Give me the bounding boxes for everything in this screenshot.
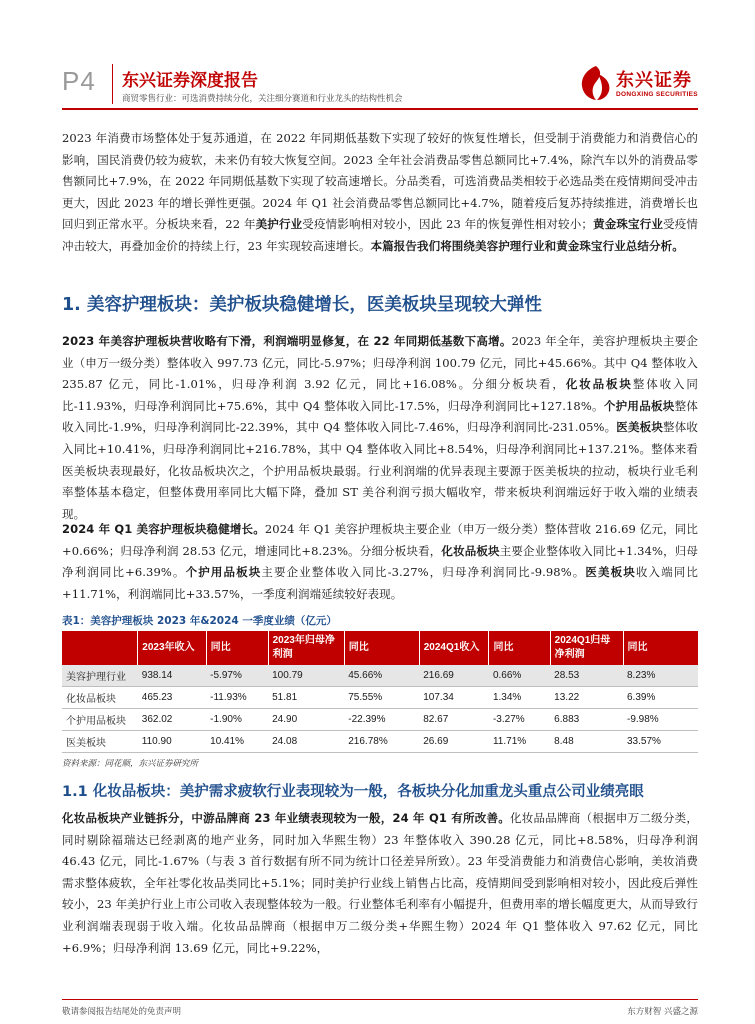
table-cell: 11.71% [489, 731, 550, 753]
table-row [62, 665, 698, 687]
table-cell: 100.79 [268, 665, 344, 687]
section-1-paragraph-2 [62, 519, 698, 605]
table-cell: -11.93% [206, 687, 268, 709]
table-cell: 45.66% [344, 665, 419, 687]
table-cell: 107.34 [419, 687, 489, 709]
intro-bold-summary: 本篇报告我们将围绕美容护理行业和黄金珠宝行业总结分析。 [370, 238, 684, 253]
table-cell: 24.90 [268, 709, 344, 731]
p1-text-a: 2023 年全年，美容护理板块主要企业（申万一级分类）整体收入 997.73 亿元，同比-5.97%；归母净利润 100.79 亿元，同比+45.66%。其中 Q4 整体收入 235.87 亿元，同比-1.01%，归母净利润 3.92 亿元，同比+16.08%。分细分板块看， [62, 334, 698, 392]
table-header-cell: 2024Q1归母净利润 [550, 631, 623, 665]
p1-text-c: 整体收入同比-1.9%，归母净利润同比-22.39%，其中 Q4 整体收入同比-7.46%，归母净利润同比-231.05%。 [62, 398, 699, 435]
footer-disclaimer: 敬请参阅报告结尾处的免责声明 [62, 1007, 182, 1017]
row-label: 个护用品板块 [62, 709, 138, 731]
p1-text-b: 整体收入同比-11.93%，归母净利润同比+75.6%，其中 Q4 整体收入同比-17.5%，归母净利润同比+127.18%。 [62, 377, 698, 413]
table-cell: 6.39% [623, 687, 698, 709]
report-title: 东兴证券深度报告 [122, 71, 258, 91]
p2-bold-lead: 2024 年 Q1 美容护理板块稳健增长。 [62, 522, 265, 536]
table-cell: 8.48 [550, 731, 623, 753]
p1-bold-cosmetics: 化妆品板块 [565, 377, 633, 392]
table-cell: 8.23% [623, 665, 698, 687]
table-cell: -5.97% [206, 665, 268, 687]
performance-table [62, 631, 698, 753]
table-header-cell: 同比 [623, 631, 698, 665]
intro-paragraph [62, 128, 698, 258]
p2-text-a: 2024 年 Q1 美容护理板块主要企业（申万一级分类）整体营收 216.69 亿元，同比+0.66%；归母净利润 28.53 亿元，增速同比+8.23%。分细分板块看， [62, 522, 698, 558]
intro-bold-jewelry: 黄金珠宝行业 [593, 217, 664, 232]
table-header-cell: 同比 [206, 631, 268, 665]
table-row [62, 687, 698, 709]
logo-en-text: DONGXING SECURITIES [616, 91, 698, 98]
p2-bold-cosmetics: 化妆品板块 [441, 543, 500, 558]
table-cell: 465.23 [138, 687, 206, 709]
table-cell: 24.08 [268, 731, 344, 753]
logo-cn-text: 东兴证券 [616, 70, 692, 91]
table-cell: 1.34% [489, 687, 550, 709]
header-divider [112, 64, 113, 104]
table-header-row [62, 631, 698, 665]
s11-bold-lead: 化妆品板块产业链拆分，中游品牌商 23 年业绩表现较为一般，24 年 Q1 有所改善。 [62, 811, 510, 825]
section-1-1-heading: 1.1 化妆品板块：美护需求疲软行业表现较为一般，各板块分化加重龙头重点公司业绩亮眼 [62, 784, 644, 800]
table-cell: 75.55% [344, 687, 419, 709]
row-label: 美容护理行业 [62, 665, 138, 687]
footer-rule [62, 999, 698, 1000]
p2-bold-personal-care: 个护用品板块 [185, 565, 262, 580]
table-caption: 表1：美容护理板块 2023 年&2024 一季度业绩（亿元） [62, 615, 337, 627]
table-cell: 28.53 [550, 665, 623, 687]
intro-text: 2023 年消费市场整体处于复苏通道，在 2022 年同期低基数下实现了较好的恢复性增长，但受制于消费能力和消费信心的影响，国民消费仍较为疲软，未来仍有较大恢复空间。2023 全年社会消费品零售总额同比+7.4%，除汽车以外的消费品零售额同比+7.9%，在 2022 年同期低基数下实现了较高速增长。分品类看，可选消费品类相较于必选品类在疫情期间受冲击更大，因此 2023 年的增长弹性更强。2024 年 Q1 社会消费品零售总额同比+4.7%，随着疫后复苏持续推进，消费增长也回归到正常水平。分板块来看，22 年 [62, 131, 698, 232]
table-cell: 82.67 [419, 709, 489, 731]
p2-bold-medical-aesthetics: 医美板块 [585, 565, 636, 580]
page-number: P4 [62, 66, 96, 96]
table-cell: -9.98% [623, 709, 698, 731]
p1-bold-medical-aesthetics: 医美板块 [616, 420, 664, 435]
table-cell: -1.90% [206, 709, 268, 731]
table-cell: 33.57% [623, 731, 698, 753]
company-logo [578, 64, 698, 104]
table-cell: 13.22 [550, 687, 623, 709]
table-cell: 362.02 [138, 709, 206, 731]
table-cell: -3.27% [489, 709, 550, 731]
footer-slogan: 东方财智 兴盛之源 [627, 1007, 698, 1017]
table-cell: 938.14 [138, 665, 206, 687]
table-cell: 110.90 [138, 731, 206, 753]
table-header-cell [62, 631, 138, 665]
s11-text: 化妆品品牌商（根据申万二级分类，同时剔除福瑞达已经剥离的地产业务，同时加入华熙生物）23 年整体收入 390.28 亿元，同比+8.58%，归母净利润 46.43 亿元，同比-1.67%（与表 3 首行数据有所不同为统计口径差异所致）。23 年受消费能力和消费信心影响，美妆消费需求整体疲软，全年社零化妆品类同比+5.1%；同时美护行业线上销售占比高，疫情期间受到影响相对较小，因此疫后弹性较小，23 年美护行业上市公司收入表现整体较为一般。行业整体毛利率有小幅提升，但费用率的增长幅度更大，从而导致行业利润端表现弱于收入端。化妆品品牌商（根据申万二级分类+华熙生物）2024 年 Q1 整体收入 97.62 亿元，同比+6.9%；归母净利润 13.69 亿元，同比+9.22%， [62, 811, 698, 955]
section-1-paragraph-1 [62, 331, 698, 525]
table-header-cell: 2024Q1收入 [419, 631, 489, 665]
p2-text-c: 主要企业整体收入同比-3.27%，归母净利润同比-9.98%。 [261, 565, 586, 580]
table-cell: 51.81 [268, 687, 344, 709]
table-cell: 6.883 [550, 709, 623, 731]
table-header-cell: 同比 [489, 631, 550, 665]
p1-text-d: 整体收入同比+10.41%，归母净利润同比+216.78%，其中 Q4 整体收入同比+8.54%，归母净利润同比+137.21%。整体来看医美板块表现最好，化妆品板块次之，个护用品板块最弱。行业利润端的优异表现主要源于医美板块的拉动，板块行业毛利率整体基本稳定，但整体费用率同比大幅下降，叠加 ST 美谷利润亏损大幅收窄，带来板块利润端远好于收入端的业绩表现。 [62, 420, 698, 521]
intro-text-2: 受疫情影响相对较小，因此 23 年的恢复弹性相对较小； [302, 217, 593, 232]
row-label: 医美板块 [62, 731, 138, 753]
report-subtitle: 商贸零售行业：可选消费持续分化，关注细分赛道和行业龙头的结构性机会 [122, 94, 403, 104]
table-cell: 26.69 [419, 731, 489, 753]
p1-bold-lead: 2023 年美容护理板块营收略有下滑，利润端明显修复，在 22 年同期低基数下高增。 [62, 334, 512, 348]
table-source: 资料来源：同花顺，东兴证券研究所 [62, 759, 199, 769]
header-rule [62, 108, 698, 110]
p1-bold-personal-care: 个护用品板块 [603, 398, 675, 413]
table-cell: 0.66% [489, 665, 550, 687]
p2-text-b: 主要企业整体收入同比+1.34%，归母净利润同比+6.39%。 [62, 543, 698, 580]
section-1-1-paragraph [62, 808, 698, 959]
table-row [62, 709, 698, 731]
intro-bold-beauty: 美护行业 [255, 217, 303, 232]
intro-text-3: 受疫情冲击较大，再叠加金价的持续上行，23 年实现较高速增长。 [62, 217, 698, 253]
table-cell: 216.69 [419, 665, 489, 687]
table-cell: -22.39% [344, 709, 419, 731]
table-cell: 216.78% [344, 731, 419, 753]
table-header-cell: 2023年收入 [138, 631, 206, 665]
p2-text-d: 收入端同比+11.71%，利润端同比+33.57%，一季度利润端延续较好表现。 [62, 565, 699, 601]
table-header-cell: 2023年归母净利润 [268, 631, 344, 665]
logo-mark-icon [578, 64, 614, 102]
section-1-heading: 1. 美容护理板块：美护板块稳健增长，医美板块呈现较大弹性 [62, 295, 542, 315]
table-row [62, 731, 698, 753]
table-header-cell: 同比 [344, 631, 419, 665]
table-cell: 10.41% [206, 731, 268, 753]
row-label: 化妆品板块 [62, 687, 138, 709]
